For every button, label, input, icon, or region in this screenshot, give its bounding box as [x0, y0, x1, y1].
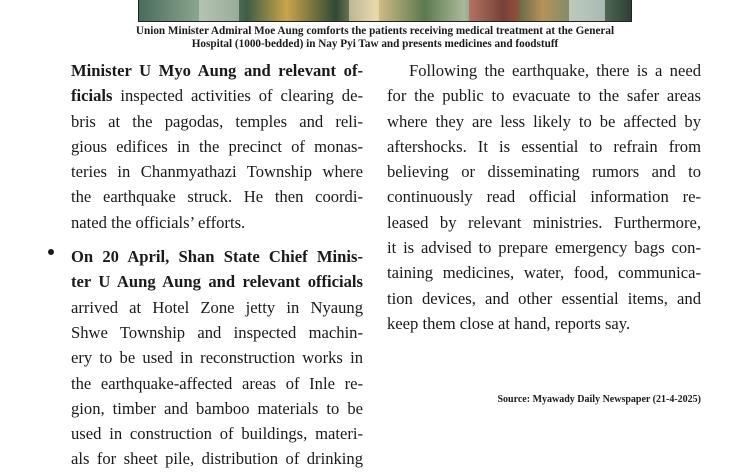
text-line: the earthquake struck. He then coordi- [71, 187, 363, 207]
paragraph-shan-state [71, 244, 363, 472]
text-line: ery to be used in reconstruction works in [71, 348, 363, 368]
source-credit: Source: Myawady Daily Newspaper (21-4-2025) [497, 394, 701, 405]
text-line: ficials inspected activities of clearing de- [71, 86, 363, 106]
text-line: aftershocks. It is essential to refrain from [387, 136, 701, 156]
news-photo [138, 0, 632, 22]
text-line: it is advised to prepare emergency bags con- [387, 238, 701, 258]
paragraph-evacuation-advice [387, 58, 701, 336]
text-line: continuously read official information re- [387, 187, 701, 207]
text-line: tion devices, and other essential items, and [387, 288, 701, 308]
text-line: gious edifices in the precinct of monas- [71, 136, 363, 156]
right-column [387, 58, 701, 336]
text-line: where they are less likely to be affected by [387, 111, 701, 131]
text-line: Following the earthquake, there is a need [409, 61, 701, 80]
text-line: bris at the pagodas, temples and reli- [71, 111, 363, 131]
text-line: teries in Chanmyathazi Township where [71, 162, 363, 182]
text-line: leased by relevant ministries. Furthermore, [387, 212, 701, 232]
text-line: On 20 April, Shan State Chief Minis- [71, 247, 363, 267]
text-line: Minister U Myo Aung and relevant of- [71, 61, 363, 80]
bullet-icon [48, 249, 54, 255]
text-line: Shwe Township and inspected machin- [71, 322, 363, 342]
text-line: believing or disseminating rumors and to [387, 162, 701, 182]
text-line: nated the officials’ efforts. [71, 212, 246, 232]
text-line: arrived at Hotel Zone jetty in Nyaung [71, 297, 363, 317]
paragraph-myo-aung [71, 58, 363, 235]
text-line: for the public to evacuate to the safer areas [387, 86, 701, 106]
text-line: taining medicines, water, food, communica- [387, 263, 701, 283]
left-column [71, 58, 363, 472]
text-line: ter U Aung Aung and relevant officials [71, 272, 363, 292]
photo-caption [75, 25, 675, 50]
caption-line: Hospital (1000-bedded) in Nay Pyi Taw and presents medicines and foodstuff [191, 37, 559, 50]
caption-line: Union Minister Admiral Moe Aung comforts the patients receiving medical treatment at the General [135, 25, 615, 37]
text-line: keep them close at hand, reports say. [387, 313, 631, 333]
text-line: als for sheet pile, distribution of drinking [71, 449, 363, 469]
text-line: used in construction of buildings, materi- [71, 424, 363, 444]
text-line: gion, timber and bamboo materials to be [71, 398, 363, 418]
text-line: the earthquake-affected areas of Inle re- [71, 373, 363, 393]
